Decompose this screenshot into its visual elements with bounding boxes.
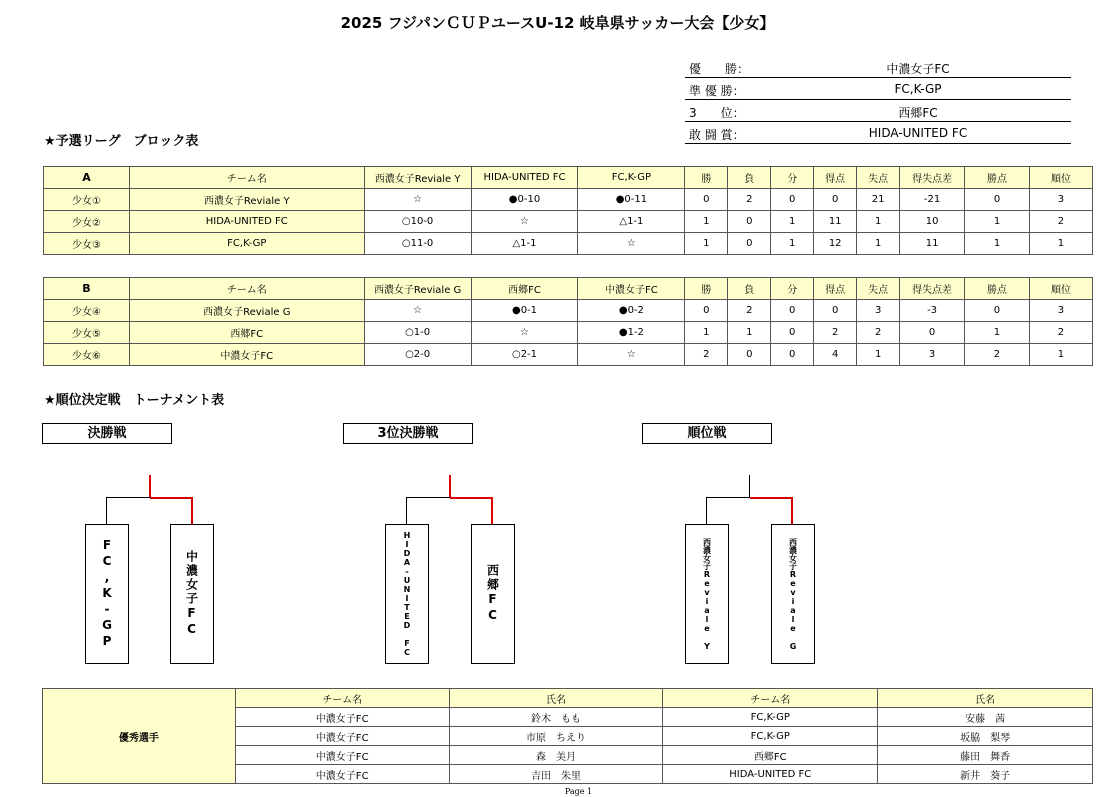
header-cell: 勝 bbox=[685, 278, 728, 300]
team-name: 中濃女子FC bbox=[235, 708, 449, 727]
table-row bbox=[44, 233, 1093, 255]
bracket-title: 順位戦 bbox=[642, 423, 772, 444]
result-cell: ○2-1 bbox=[471, 344, 578, 366]
table-header-row bbox=[44, 278, 1093, 300]
stat-cell: 2 bbox=[728, 300, 771, 322]
team-label: 西濃女子Reviale Y bbox=[702, 537, 712, 651]
stat-cell: 0 bbox=[685, 300, 728, 322]
result-cell: ☆ bbox=[364, 189, 471, 211]
bracket-winner-line bbox=[450, 497, 493, 499]
bracket-winner-line bbox=[491, 497, 493, 524]
result-cell: ○1-0 bbox=[364, 322, 471, 344]
bracket-line bbox=[106, 497, 107, 524]
award-value: 西郷FC bbox=[898, 106, 938, 120]
stat-cell: 0 bbox=[685, 189, 728, 211]
stat-cell: 0 bbox=[728, 211, 771, 233]
stat-cell: 3 bbox=[1029, 189, 1092, 211]
team-name: FC,K-GP bbox=[129, 233, 364, 255]
team-label: HIDA-UNITED FC bbox=[402, 531, 412, 657]
header-cell: 西濃女子Reviale G bbox=[364, 278, 471, 300]
stat-cell: 1 bbox=[965, 211, 1030, 233]
team-name: 中濃女子FC bbox=[235, 727, 449, 746]
result-cell: ☆ bbox=[471, 211, 578, 233]
award-row bbox=[685, 57, 1071, 78]
stat-cell: 1 bbox=[685, 322, 728, 344]
player-name: 森 美月 bbox=[449, 746, 663, 765]
header-cell: 分 bbox=[771, 278, 814, 300]
header-cell: FC,K-GP bbox=[578, 167, 685, 189]
row-label: 少女② bbox=[44, 211, 130, 233]
table-row bbox=[44, 211, 1093, 233]
result-cell: ☆ bbox=[364, 300, 471, 322]
stat-cell: 21 bbox=[857, 189, 900, 211]
bracket-title: 決勝戦 bbox=[42, 423, 172, 444]
bracket-team-left bbox=[685, 524, 729, 664]
team-name: HIDA-UNITED FC bbox=[663, 765, 878, 784]
bracket-team-right bbox=[771, 524, 815, 664]
result-cell: ●0-1 bbox=[471, 300, 578, 322]
header-cell: チーム名 bbox=[129, 278, 364, 300]
block-b-table bbox=[43, 277, 1093, 366]
bracket-team-right bbox=[170, 524, 214, 664]
stat-cell: 1 bbox=[857, 233, 900, 255]
bracket-line bbox=[706, 497, 707, 524]
stat-cell: 2 bbox=[965, 344, 1030, 366]
header-cell: 失点 bbox=[857, 278, 900, 300]
team-name: FC,K-GP bbox=[663, 708, 878, 727]
header-cell: 得失点差 bbox=[900, 278, 965, 300]
bracket-line bbox=[406, 497, 407, 524]
result-cell: ☆ bbox=[471, 322, 578, 344]
result-cell: ○10-0 bbox=[364, 211, 471, 233]
header-cell: 得失点差 bbox=[900, 167, 965, 189]
header-cell: 氏名 bbox=[878, 689, 1093, 708]
header-cell: 得点 bbox=[814, 278, 857, 300]
row-label: 少女① bbox=[44, 189, 130, 211]
award-label: 準 優 勝： bbox=[689, 84, 745, 98]
stat-cell: 1 bbox=[1029, 233, 1092, 255]
page-footer: Page 1 bbox=[564, 787, 593, 796]
header-cell: 得点 bbox=[814, 167, 857, 189]
row-label: 少女⑥ bbox=[44, 344, 130, 366]
result-cell: △1-1 bbox=[471, 233, 578, 255]
header-cell: 分 bbox=[771, 167, 814, 189]
player-name: 鈴木 もも bbox=[449, 708, 663, 727]
stat-cell: 0 bbox=[900, 322, 965, 344]
team-label: FC,K-GP bbox=[100, 538, 114, 650]
stat-cell: 1 bbox=[965, 322, 1030, 344]
header-cell: 中濃女子FC bbox=[578, 278, 685, 300]
team-label: 西郷FC bbox=[485, 564, 500, 624]
header-cell: 失点 bbox=[857, 167, 900, 189]
stat-cell: 4 bbox=[814, 344, 857, 366]
team-name: 中濃女子FC bbox=[235, 765, 449, 784]
player-name: 市原 ちえり bbox=[449, 727, 663, 746]
header-cell: B bbox=[44, 278, 130, 300]
stat-cell: 2 bbox=[814, 322, 857, 344]
stat-cell: 3 bbox=[900, 344, 965, 366]
stat-cell: 0 bbox=[771, 189, 814, 211]
header-cell: 西郷FC bbox=[471, 278, 578, 300]
stat-cell: 10 bbox=[900, 211, 965, 233]
players-table bbox=[42, 688, 1093, 784]
stat-cell: 1 bbox=[685, 233, 728, 255]
stat-cell: 2 bbox=[685, 344, 728, 366]
stat-cell: 1 bbox=[771, 233, 814, 255]
header-cell: チーム名 bbox=[235, 689, 449, 708]
bracket-team-left bbox=[385, 524, 429, 664]
team-name: 西濃女子Reviale G bbox=[129, 300, 364, 322]
award-value: FC,K-GP bbox=[894, 82, 942, 96]
table-header-row bbox=[44, 167, 1093, 189]
bracket-team-right bbox=[471, 524, 515, 664]
header-cell: 負 bbox=[728, 278, 771, 300]
page-title: 2025 フジパンＣＵＰユースU-12 岐阜県サッカー大会【少女】 bbox=[340, 14, 775, 32]
award-label: 敢 闘 賞： bbox=[689, 128, 745, 142]
result-cell: ○2-0 bbox=[364, 344, 471, 366]
award-value: HIDA-UNITED FC bbox=[868, 126, 968, 140]
result-cell: ○11-0 bbox=[364, 233, 471, 255]
stat-cell: 3 bbox=[1029, 300, 1092, 322]
team-label: 西濃女子Reviale G bbox=[788, 537, 798, 651]
stat-cell: 3 bbox=[857, 300, 900, 322]
stat-cell: 1 bbox=[685, 211, 728, 233]
header-cell: 勝 bbox=[685, 167, 728, 189]
award-label: 優 勝： bbox=[689, 62, 750, 76]
row-label: 少女⑤ bbox=[44, 322, 130, 344]
block-a-table bbox=[43, 166, 1093, 255]
stat-cell: 0 bbox=[814, 189, 857, 211]
bracket-winner-line bbox=[791, 497, 793, 524]
result-cell: △1-1 bbox=[578, 211, 685, 233]
stat-cell: 2 bbox=[857, 322, 900, 344]
team-name: HIDA-UNITED FC bbox=[129, 211, 364, 233]
row-label: 少女③ bbox=[44, 233, 130, 255]
stat-cell: 2 bbox=[1029, 211, 1092, 233]
result-cell: ●1-2 bbox=[578, 322, 685, 344]
stat-cell: 2 bbox=[1029, 322, 1092, 344]
stat-cell: 0 bbox=[814, 300, 857, 322]
result-cell: ☆ bbox=[578, 233, 685, 255]
stat-cell: 1 bbox=[771, 211, 814, 233]
league-heading: ★予選リーグ ブロック表 bbox=[44, 134, 199, 149]
header-cell: 勝点 bbox=[965, 167, 1030, 189]
row-label: 少女④ bbox=[44, 300, 130, 322]
bracket-team-left bbox=[85, 524, 129, 664]
award-row bbox=[685, 123, 1071, 144]
table-row bbox=[44, 300, 1093, 322]
stat-cell: 12 bbox=[814, 233, 857, 255]
header-cell: 西濃女子Reviale Y bbox=[364, 167, 471, 189]
stat-cell: 11 bbox=[814, 211, 857, 233]
header-cell: HIDA-UNITED FC bbox=[471, 167, 578, 189]
bracket-winner-line bbox=[750, 497, 793, 499]
bracket-winner-line bbox=[149, 475, 151, 498]
table-row bbox=[44, 322, 1093, 344]
stat-cell: 11 bbox=[900, 233, 965, 255]
bracket-winner-line bbox=[449, 475, 451, 498]
header-cell: 氏名 bbox=[449, 689, 663, 708]
stat-cell: 1 bbox=[857, 211, 900, 233]
stat-cell: 0 bbox=[771, 344, 814, 366]
result-cell: ●0-10 bbox=[471, 189, 578, 211]
players-section-label: 優秀選手 bbox=[43, 689, 236, 784]
tournament-heading: ★順位決定戦 トーナメント表 bbox=[44, 393, 225, 408]
team-name: 西郷FC bbox=[663, 746, 878, 765]
player-name: 吉田 朱里 bbox=[449, 765, 663, 784]
award-row bbox=[685, 101, 1071, 122]
stat-cell: 1 bbox=[857, 344, 900, 366]
team-name: FC,K-GP bbox=[663, 727, 878, 746]
team-name: 西郷FC bbox=[129, 322, 364, 344]
player-name: 坂脇 梨琴 bbox=[878, 727, 1093, 746]
stat-cell: 0 bbox=[728, 233, 771, 255]
header-cell: A bbox=[44, 167, 130, 189]
stat-cell: -3 bbox=[900, 300, 965, 322]
player-name: 藤田 舞香 bbox=[878, 746, 1093, 765]
stat-cell: 1 bbox=[1029, 344, 1092, 366]
result-cell: ☆ bbox=[578, 344, 685, 366]
award-value: 中濃女子FC bbox=[886, 62, 950, 76]
bracket-winner-line bbox=[191, 497, 193, 524]
bracket-title: 3位決勝戦 bbox=[343, 423, 473, 444]
result-cell: ●0-11 bbox=[578, 189, 685, 211]
team-name: 中濃女子FC bbox=[129, 344, 364, 366]
header-cell: チーム名 bbox=[663, 689, 878, 708]
header-cell: 順位 bbox=[1029, 278, 1092, 300]
team-name: 中濃女子FC bbox=[235, 746, 449, 765]
header-cell: 負 bbox=[728, 167, 771, 189]
player-name: 安藤 茜 bbox=[878, 708, 1093, 727]
bracket-line bbox=[706, 497, 750, 498]
header-cell: 勝点 bbox=[965, 278, 1030, 300]
table-row bbox=[44, 344, 1093, 366]
bracket-line bbox=[406, 497, 450, 498]
team-label: 中濃女子FC bbox=[184, 550, 199, 638]
header-cell: チーム名 bbox=[129, 167, 364, 189]
header-cell: 順位 bbox=[1029, 167, 1092, 189]
stat-cell: 1 bbox=[728, 322, 771, 344]
bracket-winner-line bbox=[150, 497, 193, 499]
table-header-row bbox=[43, 689, 1093, 708]
stat-cell: 0 bbox=[771, 322, 814, 344]
player-name: 新井 葵子 bbox=[878, 765, 1093, 784]
award-label: 3 位： bbox=[689, 106, 745, 120]
stat-cell: 2 bbox=[728, 189, 771, 211]
stat-cell: -21 bbox=[900, 189, 965, 211]
bracket-line bbox=[749, 475, 750, 498]
stat-cell: 0 bbox=[965, 300, 1030, 322]
award-row bbox=[685, 79, 1071, 100]
stat-cell: 0 bbox=[965, 189, 1030, 211]
stat-cell: 1 bbox=[965, 233, 1030, 255]
result-cell: ●0-2 bbox=[578, 300, 685, 322]
stat-cell: 0 bbox=[771, 300, 814, 322]
bracket-line bbox=[106, 497, 150, 498]
team-name: 西濃女子Reviale Y bbox=[129, 189, 364, 211]
table-row bbox=[44, 189, 1093, 211]
stat-cell: 0 bbox=[728, 344, 771, 366]
